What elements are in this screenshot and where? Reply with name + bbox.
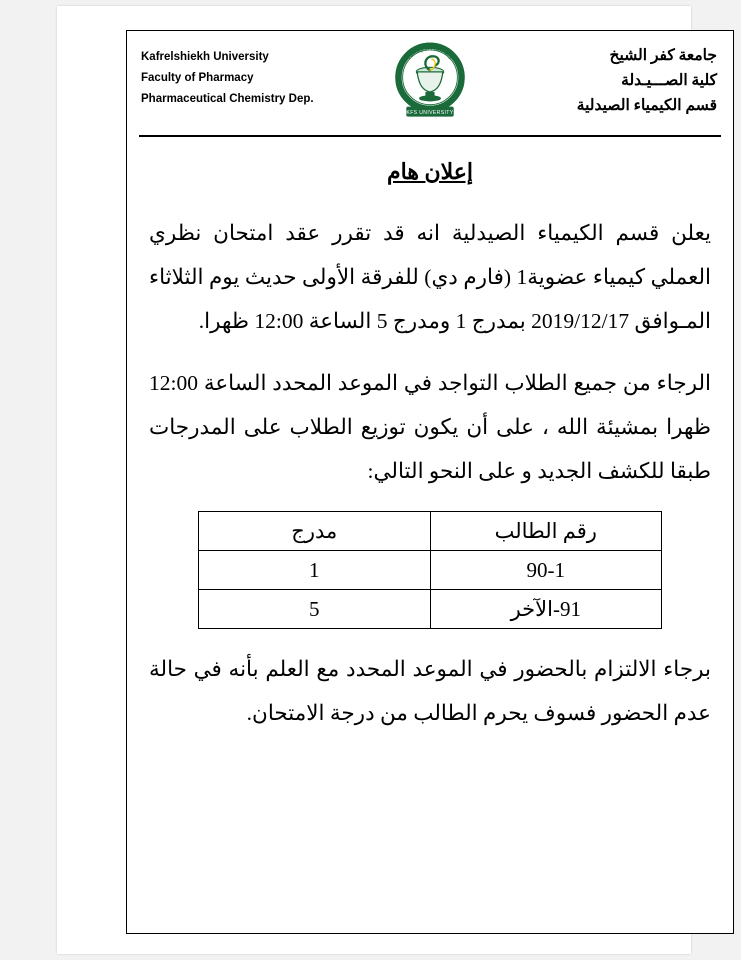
- cell-student-range-2: 91-الآخر: [430, 590, 662, 629]
- document-header: [127, 31, 733, 123]
- university-faculty-of-pharmacy-logo: [384, 39, 476, 123]
- announcement-title: إعلان هام: [387, 159, 473, 184]
- header-right-line-1: جامعة كفر الشيخ: [609, 47, 717, 64]
- header-left-line-3: Pharmaceutical Chemistry Dep.: [141, 93, 314, 105]
- hall-distribution-table-wrapper: [149, 511, 711, 629]
- header-left-line-2: Faculty of Pharmacy: [141, 72, 254, 84]
- header-right-block: [577, 43, 717, 118]
- cell-hall-1: 1: [199, 551, 431, 590]
- table-header-hall: مدرج: [199, 512, 431, 551]
- header-right-line-3: قسم الكيمياء الصيدلية: [576, 97, 717, 114]
- paragraph-exam-details: يعلن قسم الكيمياء الصيدلية انه قد تقرر عقد امتحان نظري العملي كيمياء عضوية1 (فارم دي) للفرقة الأولى حديث يوم الثلاثاء المـوافق 2019/12/17 بمدرج 1 ومدرج 5 الساعة 12:00 ظهرا.: [149, 221, 711, 333]
- logo-banner-text: KFS UNIVERSITY: [406, 109, 454, 116]
- header-left-line-1: Kafrelshiekh University: [141, 51, 269, 63]
- table-header-student-number: رقم الطالب: [430, 512, 662, 551]
- header-divider: [139, 135, 721, 137]
- svg-text:Faculty of Pharmacy: Faculty of Pharmacy: [407, 46, 453, 61]
- document-sheet: [57, 6, 717, 954]
- hall-distribution-table: [198, 511, 662, 629]
- header-right-line-2: كلية الصـــيـدلة: [621, 72, 717, 89]
- header-left-block: [141, 47, 314, 110]
- table-row: [199, 590, 662, 629]
- cell-hall-2: 5: [199, 590, 431, 629]
- table-row: [199, 551, 662, 590]
- document-body: [127, 145, 733, 753]
- cell-student-range-1: 90-1: [430, 551, 662, 590]
- document-frame: [126, 30, 734, 934]
- paragraph-attendance-instructions: الرجاء من جميع الطلاب التواجد في الموعد المحدد الساعة 12:00 ظهرا بمشيئة الله ، على أن يكون توزيع الطلاب على المدرجات طبقا للكشف الجديد و على النحو التالي:: [149, 371, 711, 483]
- paragraph-closing-warning: برجاء الالتزام بالحضور في الموعد المحدد مع العلم بأنه في حالة عدم الحضور فسوف يحرم الطالب من درجة الامتحان.: [149, 657, 711, 725]
- table-header-row: [199, 512, 662, 551]
